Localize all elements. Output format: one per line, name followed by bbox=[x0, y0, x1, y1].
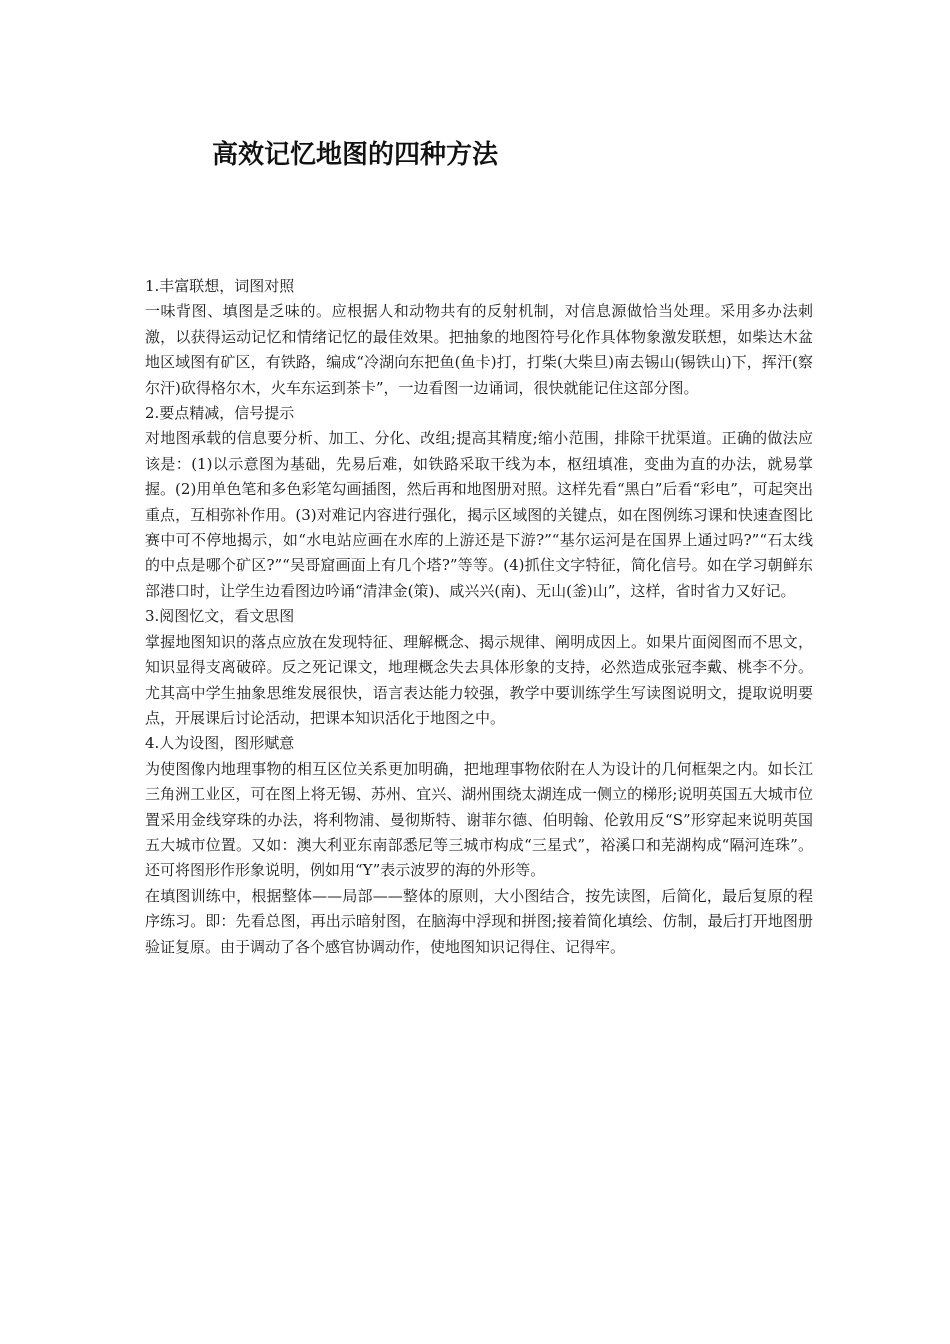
section-heading-2: 2.要点精减，信号提示 bbox=[145, 404, 295, 423]
body-paragraph: 在填图训练中，根据整体——局部——整体的原则，大小图结合，按先读图，后简化，最后复原的程序练习。即：先看总图，再出示暗射图，在脑海中浮现和拼图;接着简化填绘、仿制，最后打开地图册验证复原。由于调动了各个感官协调动作，使地图知识记得住、记得牢。 bbox=[145, 886, 813, 956]
body-paragraph: 一味背图、填图是乏味的。应根据人和动物共有的反射机制，对信息源做恰当处理。采用多办法刺激，以获得运动记忆和情绪记忆的最佳效果。把抽象的地图符号化作具体物象激发联想，如柴达木盆地区域图有矿区，有铁路，编成“冷湖向东把鱼(鱼卡)打，打柴(大柴旦)南去锡山(锡铁山)下，挥汗(察尔汗)砍得格尔木，火车东运到茶卡”，一边看图一边诵词，很快就能记住这部分图。 bbox=[145, 302, 813, 397]
body-paragraph: 对地图承载的信息要分析、加工、分化、改组;提高其精度;缩小范围，排除干扰渠道。正确的做法应该是：(1)以示意图为基础，先易后难，如铁路采取干线为本，枢纽填准，变曲为直的办法，就易掌握。(2)用单色笔和多色彩笔勾画插图，然后再和地图册对照。这样先看“黑白”后看“彩电”，可起突出重点，互相弥补作用。(3)对难记内容进行强化，揭示区域图的关键点，如在图例练习课和快速查图比赛中可不停地揭示，如“水电站应画在水库的上游还是下游?”“基尔运河是在国界上通过吗?”“石太线的中点是哪个矿区?”“吴哥窟画面上有几个塔?”等等。(4)抓住文字特征，简化信号。如在学习朝鲜东部港口时，让学生边看图边吟诵“清津金(策)、咸兴兴(南)、无山(釜)山”，这样，省时省力又好记。 bbox=[145, 429, 813, 600]
section-heading-3: 3.阅图忆文，看文思图 bbox=[145, 607, 295, 626]
body-paragraph: 掌握地图知识的落点应放在发现特征、理解概念、揭示规律、阐明成因上。如果片面阅图而不思文，知识显得支离破碎。反之死记课文，地理概念失去具体形象的支持，必然造成张冠李戴、桃李不分。尤其高中学生抽象思维发展很快，语言表达能力较强，教学中要训练学生写读图说明文，提取说明要点，开展课后讨论活动，把课本知识活化于地图之中。 bbox=[145, 632, 813, 727]
document-body bbox=[145, 274, 813, 960]
section-heading-4: 4.人为设图，图形赋意 bbox=[145, 734, 295, 753]
document-title: 高效记忆地图的四种方法 bbox=[212, 140, 499, 170]
section-heading-1: 1.丰富联想，词图对照 bbox=[145, 277, 295, 295]
body-paragraph: 为使图像内地理事物的相互区位关系更加明确，把地理事物依附在人为设计的几何框架之内。如长江三角洲工业区，可在图上将无锡、苏州、宜兴、湖州围绕太湖连成一侧立的梯形;说明英国五大城市位置采用金线穿珠的办法，将利物浦、曼彻斯特、谢菲尔德、伯明翰、伦敦用反“S”形穿起来说明英国五大城市位置。又如：澳大利亚东南部悉尼等三城市构成“三星式”，裕溪口和芜湖构成“隔河连珠”。还可将图形作形象说明，例如用“Y”表示波罗的海的外形等。 bbox=[145, 759, 813, 880]
